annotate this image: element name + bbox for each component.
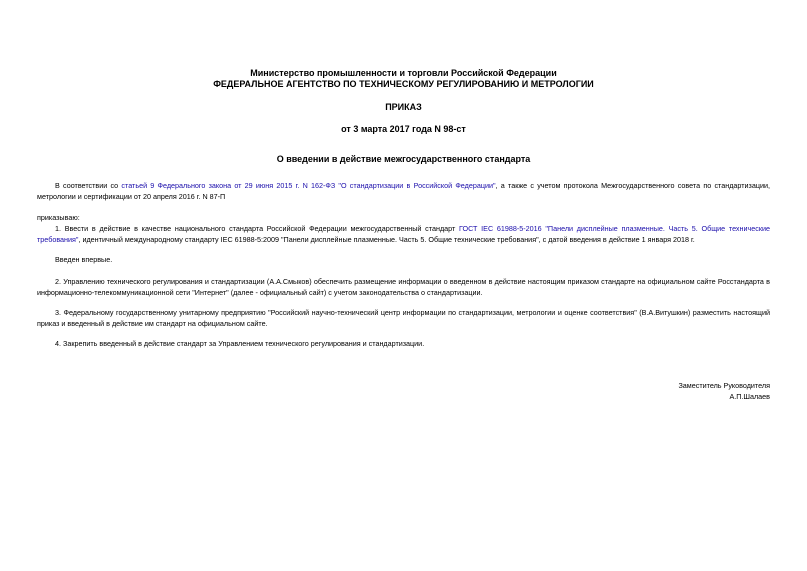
preamble-text-end: , а также с учетом протокола Межгосударственного совета по стандартизации, метрологии и сертификации от 20 апреля 2016 г. N 87-П — [37, 181, 770, 201]
paragraph-item-2: 2. Управлению технического регулирования и стандартизации (А.А.Смыков) обеспечить размещение информации о введенном в действие настоящим приказом стандарте на официальном сайте Росстандарта в информационно-телекоммуникационной сети "Интернет" (далее - официальный сайт) с учетом законодательства о стандартизации. — [37, 277, 770, 297]
agency-name: ФЕДЕРАЛЬНОЕ АГЕНТСТВО ПО ТЕХНИЧЕСКОМУ РЕГУЛИРОВАНИЮ И МЕТРОЛОГИИ — [213, 79, 594, 89]
preamble-text-start: В соответствии со — [55, 181, 122, 190]
paragraph-item-3: 3. Федеральному государственному унитарному предприятию "Российский научно-технический центр информации по стандартизации, метрологии и оценке соответствия" (В.А.Витушкин) разместить настоящий приказ и введенный в действие им стандарт на официальном сайте. — [37, 308, 770, 328]
order-date: от 3 марта 2017 года N 98-ст — [341, 124, 466, 134]
document-page — [37, 0, 770, 571]
paragraph-preamble — [37, 180, 770, 202]
federal-law-link[interactable]: статьей 9 Федерального закона от 29 июня 2015 г. N 162-ФЗ "О стандартизации в Российской Федерации" — [121, 181, 496, 190]
paragraph-introduced: Введен впервые. — [55, 255, 113, 264]
paragraph-order-word: приказываю: — [37, 213, 80, 222]
paragraph-item-1 — [37, 223, 770, 245]
document-header — [37, 68, 770, 90]
ministry-name: Министерство промышленности и торговли Российской Федерации — [250, 68, 557, 78]
item-1-text-end: , идентичный международному стандарту IEC 61988-5:2009 "Панели дисплейные плазменные. Часть 5. Общие технические требования", с датой введения в действие 1 января 2018 г. — [78, 235, 695, 244]
paragraph-item-4: 4. Закрепить введенный в действие стандарт за Управлением технического регулирования и стандартизации. — [55, 339, 425, 348]
order-title: ПРИКАЗ — [385, 102, 422, 112]
item-1-text-start: 1. Ввести в действие в качестве национального стандарта Российской Федерации межгосударственный стандарт — [55, 224, 460, 233]
gost-standard-link[interactable]: ГОСТ IEC 61988-5-2016 "Панели дисплейные плазменные. Часть 5. Общие технические требования" — [37, 224, 770, 244]
signature-name: А.П.Шалаев — [729, 392, 770, 401]
signature-position: Заместитель Руководителя — [678, 381, 770, 390]
order-subject: О введении в действие межгосударственного стандарта — [276, 154, 531, 164]
